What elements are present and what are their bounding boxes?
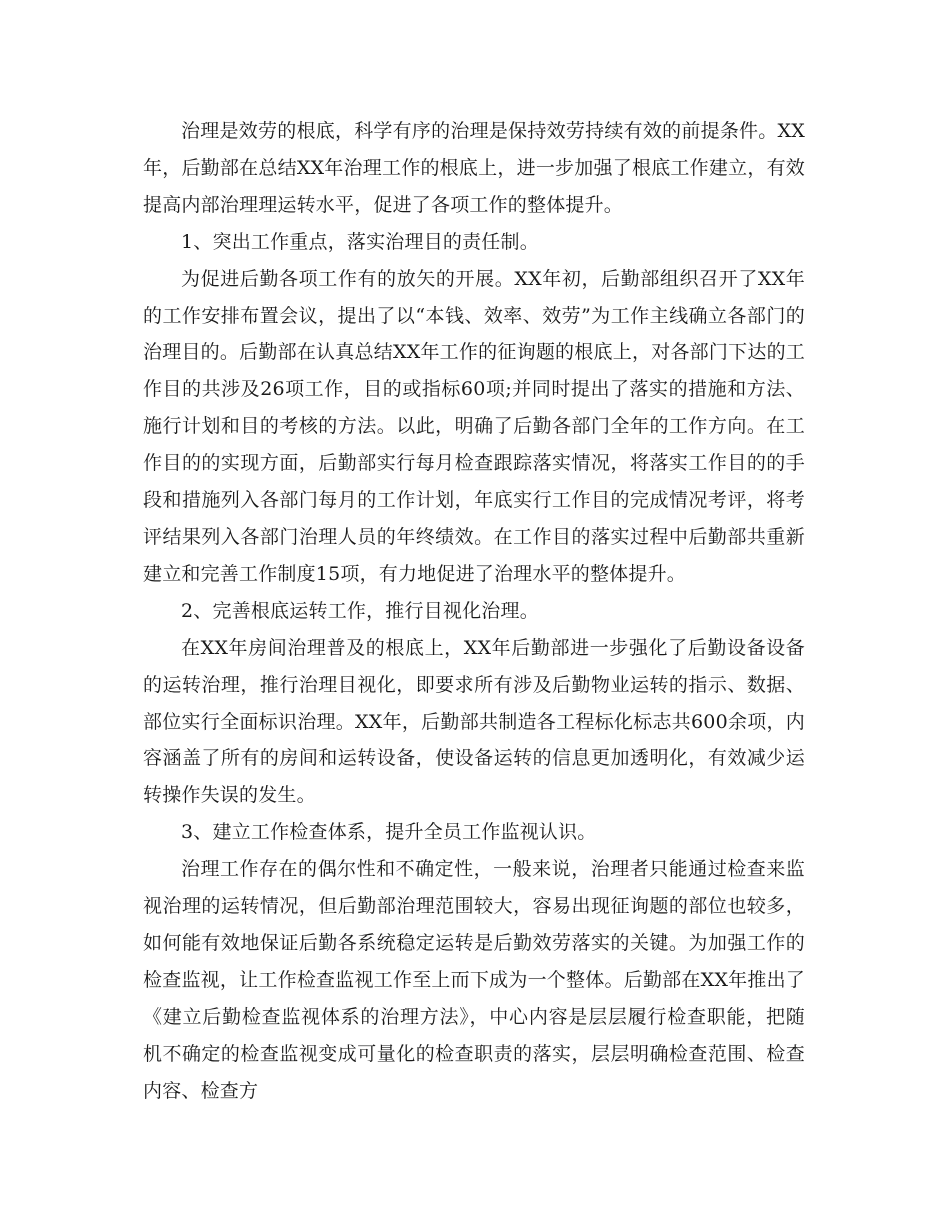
section-heading-3: 3、建立工作检查体系，提升全员工作监视认识。 — [181, 821, 597, 844]
section-2-paragraph: 在XX年房间治理普及的根底上，XX年后勤部进一步强化了后勤设备设备的运转治理，推行治理目视化，即要求所有涉及后勤物业运转的指示、数据、部位实行全面标识治理。XX年，后勤部共制造各工程标化标志共600余项，内容涵盖了所有的房间和运转设备，使设备运转的信息更加透明化，有效减少运转操作失误的发生。 — [143, 636, 805, 807]
section-3-paragraph: 治理工作存在的偶尔性和不确定性，一般来说，治理者只能通过检查来监视治理的运转情况，但后勤部治理范围较大，容易出现征询题的部位也较多，如何能有效地保证后勤各系统稳定运转是后勤效劳落实的关键。为加强工作的检查监视，让工作检查监视工作至上而下成为一个整体。后勤部在XX年推出了《建立后勤检查监视体系的治理方法》，中心内容是层层履行检查职能，把随机不确定的检查监视变成可量化的检查职责的落实，层层明确检查范围、检查内容、检查方 — [143, 858, 805, 1102]
section-heading-2: 2、完善根底运转工作，推行目视化治理。 — [181, 599, 539, 622]
document-body — [143, 113, 805, 1109]
section-heading-1: 1、突出工作重点，落实治理目的责任制。 — [181, 230, 539, 253]
section-1-paragraph: 为促进后勤各项工作有的放矢的开展。XX年初，后勤部组织召开了XX年的工作安排布置会议，提出了以“本钱、效率、效劳”为工作主线确立各部门的治理目的。后勤部在认真总结XX年工作的征询题的根底上，对各部门下达的工作目的共涉及26项工作，目的或指标60项;并同时提出了落实的措施和方法、施行计划和目的考核的方法。以此，明确了后勤各部门全年的工作方向。在工作目的的实现方面，后勤部实行每月检查跟踪落实情况，将落实工作目的的手段和措施列入各部门每月的工作计划，年底实行工作目的完成情况考评，将考评结果列入各部门治理人员的年终绩效。在工作目的落实过程中后勤部共重新建立和完善工作制度15项，有力地促进了治理水平的整体提升。 — [143, 267, 805, 585]
intro-paragraph: 治理是效劳的根底，科学有序的治理是保持效劳持续有效的前提条件。XX年，后勤部在总结XX年治理工作的根底上，进一步加强了根底工作建立，有效提高内部治理理运转水平，促进了各项工作的整体提升。 — [143, 120, 805, 216]
